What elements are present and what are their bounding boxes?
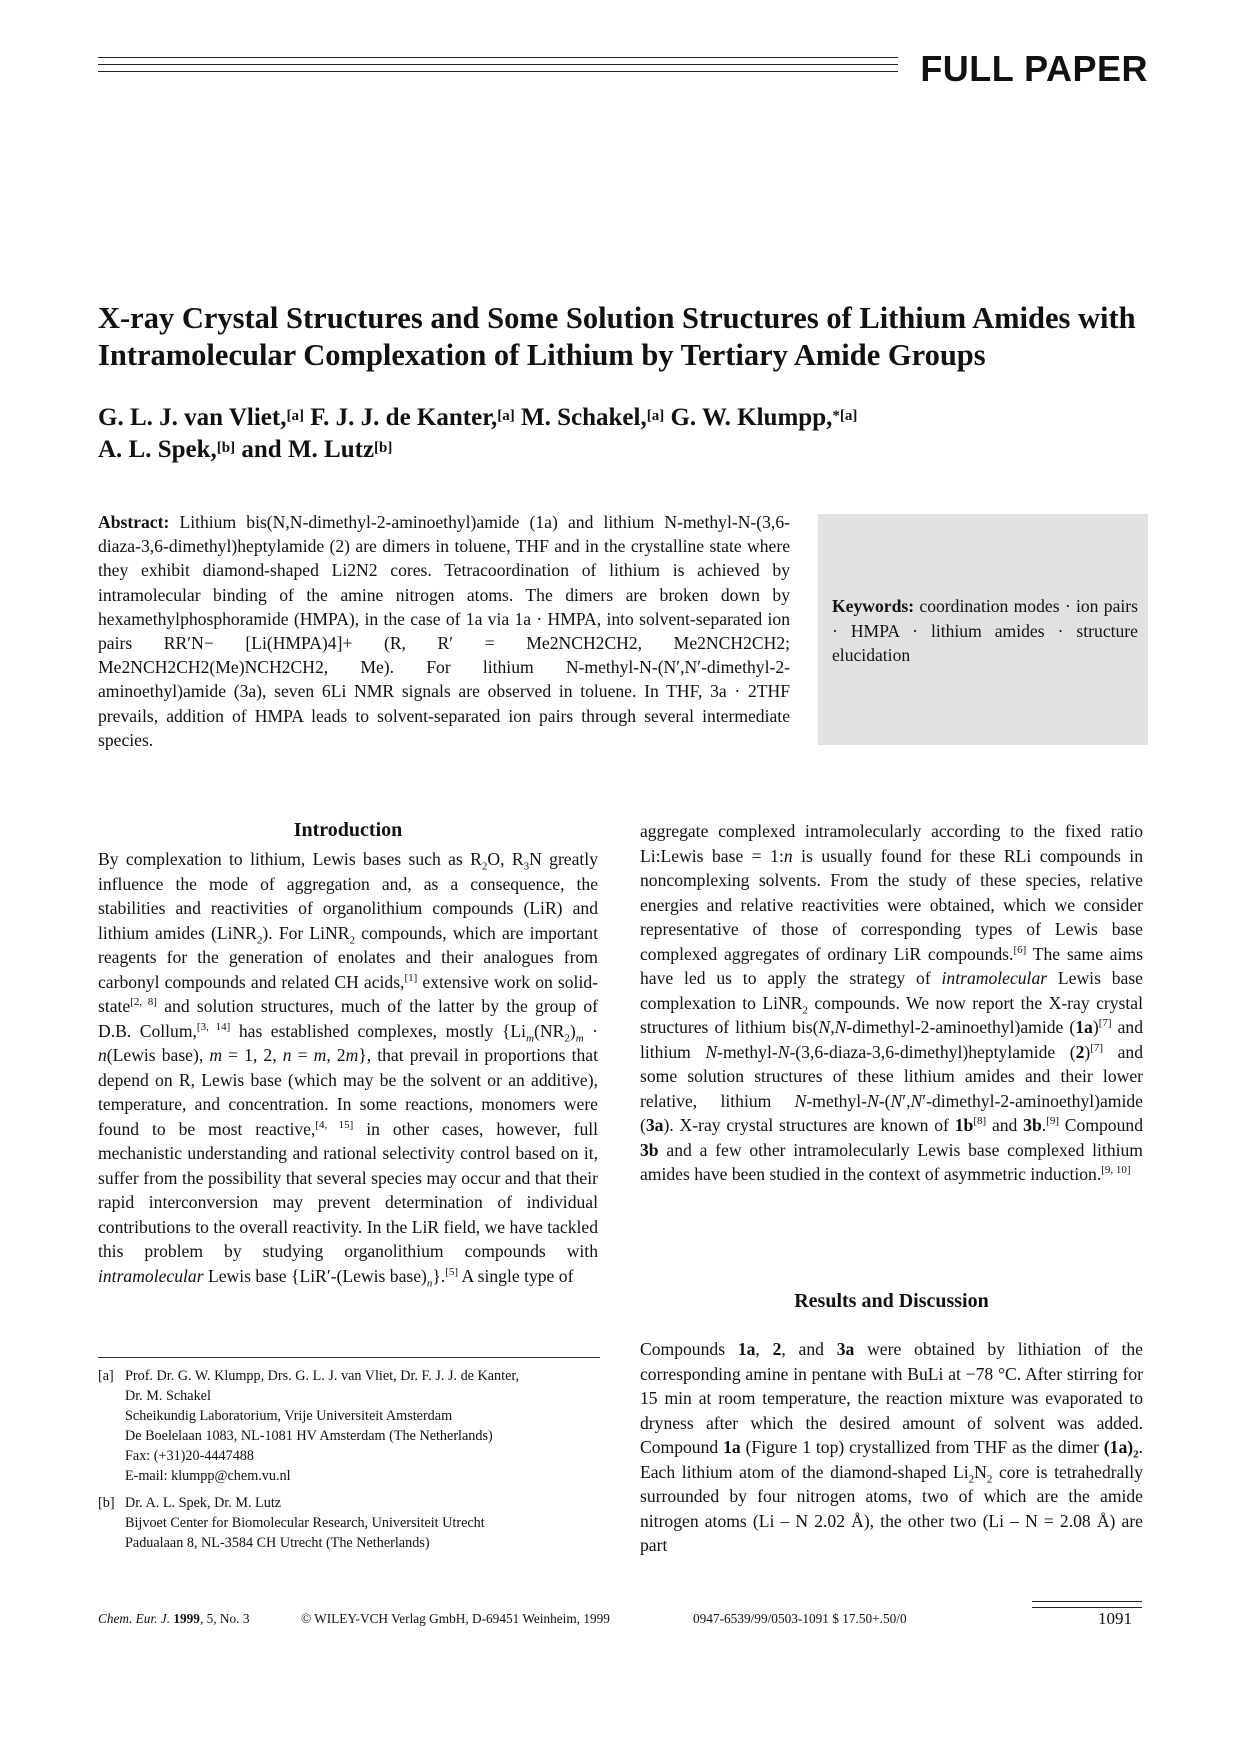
keyword: coordination modes (919, 596, 1060, 616)
author-name: and M. Lutz (235, 436, 375, 463)
abstract-text: Lithium bis(N,N-dimethyl-2-aminoethyl)amide (1a) and lithium N-methyl-N-(3,6-diaza-3,6-dimethyl)heptylamide (2) are dimers in toluene, THF and in the crystalline state where they exhibit diamond-shaped Li2N2 cores. Tetracoordination of lithium is achieved by intramolecular binding of the amine nitrogen atoms. The dimers are broken down by hexamethylphosphoramide (HMPA), in the case of 1a via 1a · HMPA, into solvent-separated ion pairs RR′N− [Li(HMPA)4]+ (R, R′ = Me2NCH2CH2, Me2NCH2CH2; Me2NCH2CH2(Me)NCH2CH2, Me). For lithium N-methyl-N-(N′,N′-dimethyl-2-aminoethyl)amide (3a), seven 6Li NMR signals are observed in toluene. In THF, 3a · 2THF prevails, addition of HMPA leads to solvent-separated ion pairs through several intermediate species. (98, 512, 790, 750)
abstract (98, 510, 790, 752)
author-affiliation: [b] (216, 440, 236, 456)
body-column-right-results (640, 1337, 1143, 1558)
author-affiliation: [a] (286, 408, 304, 424)
page-number: 1091 (1098, 1609, 1132, 1628)
footnote-line: Fax: (+31)20-4447488 (125, 1448, 254, 1464)
paragraph: Compounds 1a, 2, and 3a were obtained by lithiation of the corresponding amine in pentane with BuLi at −78 °C. After stirring for 15 min at room temperature, the reaction mixture was evaporated to dryness after which the desired amount of solvent was added. Compound 1a (Figure 1 top) crystallized from THF as the dimer $(1a)_2$. Each lithium atom of the diamond-shaped $Li_2N_2$ core is tetrahedrally surrounded by four nitrogen atoms, two of which are the amide nitrogen atoms (Li – N 2.02 Å), the other two (Li – N = 2.08 Å) are part (640, 1339, 1144, 1555)
author-affiliation: [a] (646, 408, 665, 424)
body-column-left (98, 847, 598, 1288)
heading-results: Results and Discussion (794, 1290, 989, 1312)
footer-citation: Chem. Eur. J. 1999, 5, No. 3 (98, 1611, 250, 1626)
footer-copyright: © WILEY-VCH Verlag GmbH, D-69451 Weinheim, 1999 (301, 1611, 610, 1626)
footnote-line: Bijvoet Center for Biomolecular Research, Universiteit Utrecht (125, 1515, 485, 1531)
journal-issue: No. 3 (219, 1611, 250, 1626)
keyword: structure elucidation (832, 620, 1138, 665)
footnote-line: Padualaan 8, NL-3584 CH Utrecht (The Netherlands) (125, 1535, 430, 1551)
keyword: ion pairs (1076, 596, 1138, 616)
author-name: G. L. J. van Vliet, (98, 404, 287, 431)
footnote-a (98, 1366, 600, 1486)
body-column-right (640, 819, 1143, 1187)
abstract-label: Abstract: (98, 512, 170, 532)
footnote-rule (98, 1357, 600, 1358)
footnote-line: De Boelelaan 1083, NL-1081 HV Amsterdam (The Netherlands) (125, 1428, 493, 1444)
keywords: Keywords: coordination modes · ion pairs · HMPA · lithium amides · structure elucidation (832, 596, 1138, 665)
header-rule (98, 57, 898, 78)
footnote-line: Prof. Dr. G. W. Klumpp, Drs. G. L. J. van Vliet, Dr. F. J. J. de Kanter, (125, 1368, 520, 1384)
footnote-b (98, 1493, 600, 1553)
footnote-line: E-mail: klumpp@chem.vu.nl (125, 1468, 291, 1484)
article-title: X-ray Crystal Structures and Some Solution Structures of Lithium Amides with Intramolecular Complexation of Lithium by Tertiary Amide Groups (98, 301, 1136, 372)
author-name: A. L. Spek, (98, 436, 217, 463)
author-name: M. Schakel, (514, 404, 647, 431)
footnote-line: Dr. M. Schakel (125, 1388, 211, 1404)
journal-name: Chem. Eur. J. (98, 1611, 171, 1626)
footer-issn: 0947-6539/99/0503-1091 $ 17.50+.50/0 (693, 1611, 907, 1626)
author-affiliation: [b] (374, 440, 393, 456)
heading-introduction: Introduction (293, 819, 403, 841)
footnote-tag: [b] (98, 1495, 115, 1511)
author-affiliation: [a] (497, 408, 515, 424)
keyword: HMPA (850, 620, 900, 641)
journal-volume: 5 (206, 1611, 214, 1626)
keyword: lithium amides (930, 620, 1045, 641)
footnote-line: Scheikundig Laboratorium, Vrije Universiteit Amsterdam (125, 1408, 453, 1424)
paragraph: By complexation to lithium, Lewis bases such as $R_2O$, $R_3N$ greatly influence the mode of aggregation and, as a consequence, the stabilities and reactivities of organolithium compounds (LiR) and lithium amides (LiNR$_2$). For LiNR$_2$ compounds, which are important reagents for the generation of enolates and their analogues from carbonyl compounds and related CH acids,[1] extensive work on solid-state[2, 8] and solution structures, much of the latter by the group of D.B. Collum,[3, 14] has established complexes, mostly {$Li_m(NR_2)_m$ · n(Lewis base), m = 1, 2, n = m, 2m}, that prevail in proportions that depend on R, Lewis base (which may be the solvent or an additive), temperature, and concentration. In some reactions, monomers were found to be most reactive,[4, 15] in other cases, however, full mechanistic understanding and rational selectivity control based on it, suffer from the possibility that several species may occur and that their rapid interconversion may prevent determination of individual contributions to the overall reactivity. In the LiR field, we have tackled this problem by studying organolithium compounds with intramolecular Lewis base {LiR′-(Lewis $base)_n\}.[5]$ A single type of (98, 849, 599, 1290)
footnote-line: Dr. A. L. Spek, Dr. M. Lutz (125, 1495, 282, 1511)
author-affiliation: *[a] (832, 408, 858, 424)
author-name: G. W. Klumpp, (664, 404, 833, 431)
author-line-2 (98, 434, 1148, 466)
keywords-box (818, 514, 1148, 745)
author-name: F. J. J. de Kanter, (303, 404, 498, 431)
keywords-label: Keywords: (832, 596, 915, 616)
paragraph: aggregate complexed intramolecularly according to the fixed ratio Li:Lewis base = 1:n is usually found for these RLi compounds in noncomplexing solvents. From the study of these species, relative energies and relative reactivities were obtained, which we consider representative of those of corresponding types of Lewis base complexed aggregates of ordinary LiR compounds.[6] The same aims have led us to apply the strategy of intramolecular Lewis base complexation to LiNR$_2$ compounds. We now report the X-ray crystal structures of lithium bis(N,N-dimethyl-2-aminoethyl)amide (1a)[7] and lithium N-methyl-N-(3,6-diaza-3,6-dimethyl)heptylamide (2)[7] and some solution structures of these lithium amides and their lower relative, lithium N-methyl-N-(N′,N′-dimethyl-2-aminoethyl)amide (3a). X-ray crystal structures are known of 1b[8] and 3b.[9] Compound 3b and a few other intramolecularly Lewis base complexed lithium amides have been studied in the context of asymmetric induction.[9, 10] (640, 821, 1143, 1184)
journal-year: 1999 (173, 1611, 200, 1626)
author-list (98, 402, 1148, 466)
footnote-tag: [a] (98, 1368, 114, 1384)
author-line-1 (98, 402, 1148, 434)
section-label: FULL PAPER (920, 48, 1148, 89)
